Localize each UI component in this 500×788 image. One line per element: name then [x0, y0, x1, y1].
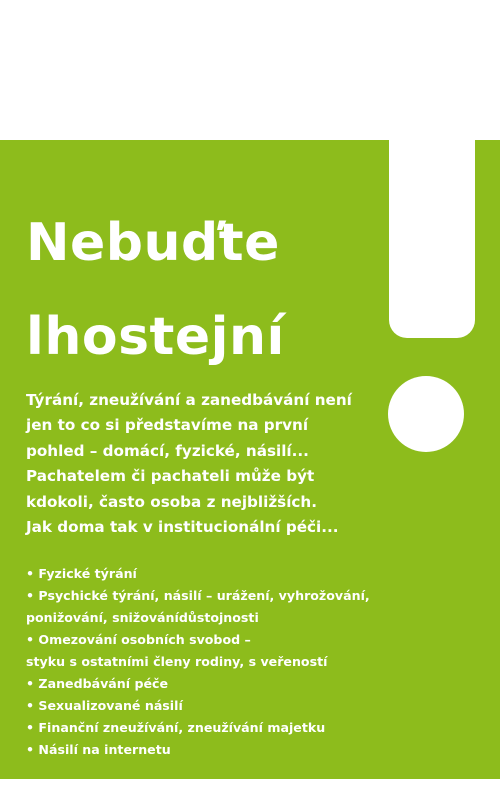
list-item: • Násilí na internetu: [26, 742, 171, 757]
title-line-2: lhostejní: [26, 307, 285, 367]
list-item: ponižování, snižovánídůstojnosti: [26, 610, 259, 625]
list-item: • Finanční zneužívání, zneužívání majetku: [26, 720, 326, 735]
list-item: • Psychické týrání, násilí – urážení, vyhrožování,: [26, 588, 370, 603]
exclamation-icon: [389, 80, 475, 338]
list-item: • Omezování osobních svobod –: [26, 632, 251, 647]
title-line-1: Nebuďte: [26, 213, 280, 273]
abuse-types-list: [26, 563, 466, 761]
intro-line: pohled – domácí, fyzické, násilí...: [26, 441, 309, 460]
list-item: • Fyzické týrání: [26, 566, 137, 581]
intro-paragraph: [26, 388, 386, 540]
list-item: • Sexualizované násilí: [26, 698, 183, 713]
intro-line: Pachatelem či pachateli může být: [26, 467, 315, 486]
intro-line: Jak doma tak v institucionální péči...: [26, 518, 339, 537]
list-item: styku s ostatními členy rodiny, s veřeností: [26, 654, 328, 669]
intro-line: jen to co si představíme na první: [26, 416, 309, 435]
page-title: [26, 196, 285, 384]
intro-line: Týrání, zneužívání a zanedbávání není: [26, 391, 352, 409]
exclamation-dot-icon: [388, 376, 464, 452]
list-item: • Zanedbávání péče: [26, 676, 169, 691]
intro-line: kdokoli, často osoba z nejbližších.: [26, 492, 317, 511]
